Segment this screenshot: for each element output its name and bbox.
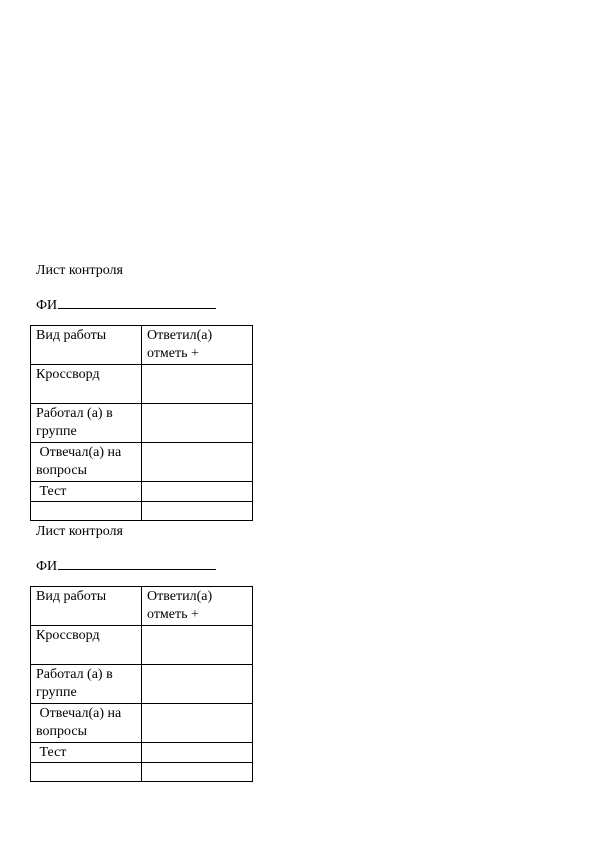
row-label: Кроссворд xyxy=(31,365,142,404)
row-mark-cell xyxy=(142,665,253,704)
table-row xyxy=(31,704,253,743)
fi-field xyxy=(36,294,216,315)
row-label: Тест xyxy=(31,482,142,502)
fi-label: ФИ xyxy=(36,559,58,574)
table-header-row xyxy=(31,587,253,626)
table-row xyxy=(31,482,253,502)
table-row xyxy=(31,404,253,443)
table-row xyxy=(31,365,253,404)
header-answered: Ответил(а) отметь + xyxy=(142,587,253,626)
row-label: Работал (а) в группе xyxy=(31,665,142,704)
sheet-title: Лист контроля xyxy=(36,524,123,539)
row-mark-cell xyxy=(142,404,253,443)
row-mark-cell xyxy=(142,502,253,521)
row-label xyxy=(31,763,142,782)
table-header-row xyxy=(31,326,253,365)
row-mark-cell xyxy=(142,626,253,665)
header-work-type: Вид работы xyxy=(31,326,142,365)
table-row xyxy=(31,665,253,704)
row-label: Тест xyxy=(31,743,142,763)
row-mark-cell xyxy=(142,365,253,404)
row-label xyxy=(31,502,142,521)
control-table xyxy=(30,586,253,782)
table-row xyxy=(31,763,253,782)
fi-blank-line xyxy=(58,555,216,570)
fi-field xyxy=(36,555,216,576)
row-label: Кроссворд xyxy=(31,626,142,665)
row-mark-cell xyxy=(142,704,253,743)
row-mark-cell xyxy=(142,443,253,482)
row-mark-cell xyxy=(142,482,253,502)
control-table xyxy=(30,325,253,521)
header-work-type: Вид работы xyxy=(31,587,142,626)
row-label: Работал (а) в группе xyxy=(31,404,142,443)
row-label: Отвечал(а) на вопросы xyxy=(31,704,142,743)
header-answered: Ответил(а) отметь + xyxy=(142,326,253,365)
table-row xyxy=(31,743,253,763)
sheet-title: Лист контроля xyxy=(36,263,123,278)
table-row xyxy=(31,502,253,521)
row-label: Отвечал(а) на вопросы xyxy=(31,443,142,482)
row-mark-cell xyxy=(142,763,253,782)
fi-label: ФИ xyxy=(36,298,58,313)
table-row xyxy=(31,626,253,665)
fi-blank-line xyxy=(58,294,216,309)
table-row xyxy=(31,443,253,482)
row-mark-cell xyxy=(142,743,253,763)
